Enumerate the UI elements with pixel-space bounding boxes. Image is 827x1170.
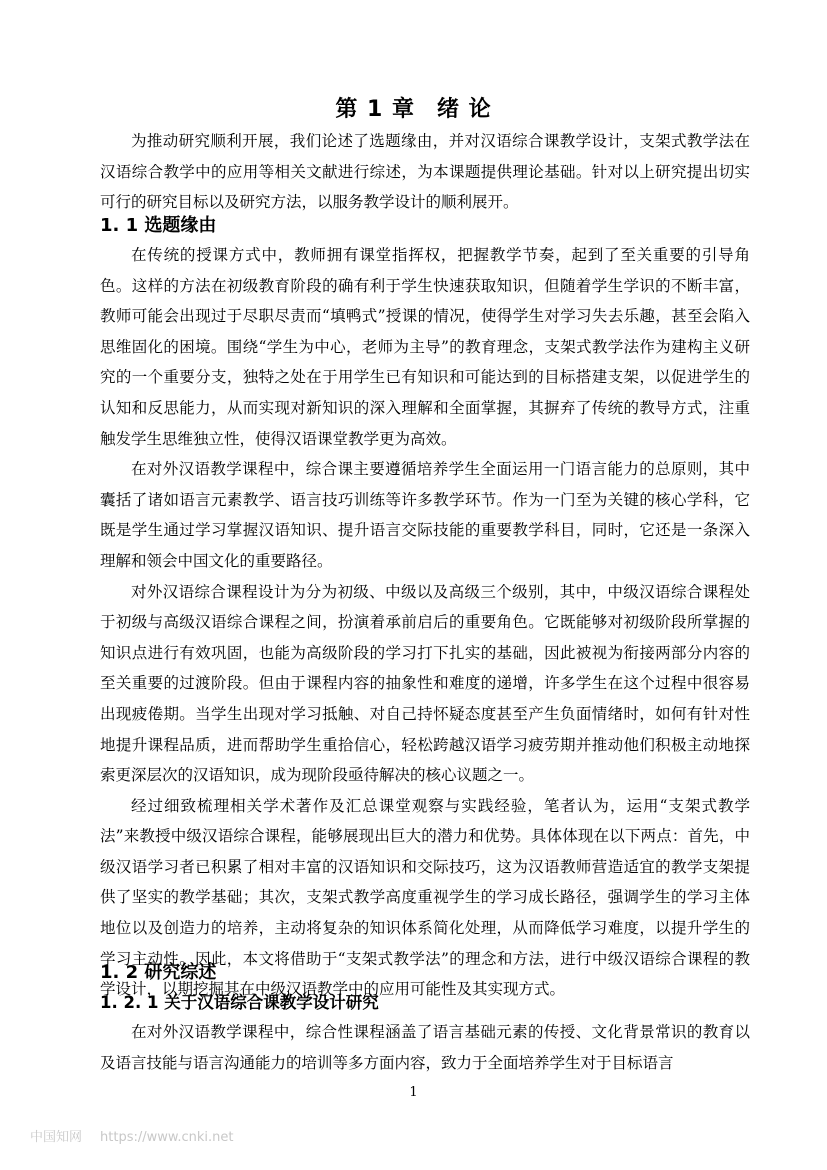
section-heading-1-2-1: 1. 2. 1 关于汉语综合课教学设计研究 — [100, 993, 379, 1012]
chapter-name: 绪 论 — [436, 97, 492, 122]
watermark-url: https://www.cnki.net — [100, 1130, 234, 1145]
page-number: 1 — [409, 1085, 418, 1100]
chapter-title — [0, 95, 827, 125]
section-1-1 — [100, 211, 750, 241]
chapter-number: 第 1 章 — [335, 97, 415, 122]
paragraph: 在对外汉语教学课程中，综合性课程涵盖了语言基础元素的传授、文化背景常识的教育以及语言技能与语言沟通能力的培训等多方面内容，致力于全面培养学生对于目标语言 — [100, 1023, 750, 1072]
paragraph: 在传统的授课方式中，教师拥有课堂指挥权，把握教学节奏，起到了至关重要的引导角色。这样的方法在初级教育阶段的确有利于学生快速获取知识，但随着学生学识的不断丰富，教师可能会出现过于尽职尽责而“填鸭式”授课的情况，使得学生对学习失去乐趣，甚至会陷入思维固化的困境。围绕“学生为中心，老师为主导”的教育理念，支架式教学法作为建构主义研究的一个重要分支，独特之处在于用学生已有知识和可能达到的目标搭建支架，以促进学生的认知和反思能力，从而实现对新知识的深入理解和全面掌握，其摒弃了传统的教导方式，注重触发学生思维独立性，使得汉语课堂教学更为高效。 — [100, 246, 750, 448]
paragraph: 对外汉语综合课程设计为分为初级、中级以及高级三个级别，其中，中级汉语综合课程处于初级与高级汉语综合课程之间，扮演着承前启后的重要角色。它既能够对初级阶段所掌握的知识点进行有效巩固，也能为高级阶段的学习打下扎实的基础，因此被视为衔接两部分内容的至关重要的过渡阶段。但由于课程内容的抽象性和难度的递增，许多学生在这个过程中很容易出现疲倦期。当学生出现对学习抵触、对自己持怀疑态度甚至产生负面情绪时，如何有针对性地提升课程品质，进而帮助学生重拾信心，轻松跨越汉语学习疲劳期并推动他们积极主动地探索更深层次的汉语知识，成为现阶段亟待解决的核心议题之一。 — [100, 582, 750, 785]
section-1-2-1 — [100, 988, 750, 1018]
section-heading-1-1: 1. 1 选题缘由 — [100, 215, 217, 236]
section-1-2 — [100, 958, 750, 988]
watermark-brand: 中国知网 — [30, 1130, 83, 1145]
intro-block — [100, 126, 750, 218]
section-1-2-1-body — [100, 1017, 750, 1078]
paragraph: 在对外汉语教学课程中，综合课主要遵循培养学生全面运用一门语言能力的总原则，其中囊括了诸如语言元素教学、语言技巧训练等许多教学环节。作为一门至为关键的核心学科，它既是学生通过学习掌握汉语知识、提升语言交际技能的重要教学科目，同时，它还是一条深入理解和领会中国文化的重要路径。 — [100, 460, 750, 570]
intro-paragraph: 为推动研究顺利开展，我们论述了选题缘由，并对汉语综合课教学设计，支架式教学法在汉语综合教学中的应用等相关文献进行综述，为本课题提供理论基础。针对以上研究提出切实可行的研究目标以及研究方法，以服务教学设计的顺利展开。 — [100, 132, 750, 212]
section-1-1-body — [100, 240, 750, 1005]
section-heading-1-2: 1. 2 研究综述 — [100, 962, 217, 983]
paragraph: 经过细致梳理相关学术著作及汇总课堂观察与实践经验，笔者认为，运用“支架式教学法”来教授中级汉语综合课程，能够展现出巨大的潜力和优势。具体体现在以下两点：首先，中级汉语学习者已积累了相对丰富的汉语知识和交际技巧，这为汉语教师营造适宜的教学支架提供了坚实的教学基础；其次，支架式教学高度重视学生的学习成长路径，强调学生的学习主体地位以及创造力的培养，主动将复杂的知识体系简化处理，从而降低学习难度，以提升学生的学习主动性。因此，本文将借助于“支架式教学法”的理念和方法，进行中级汉语综合课程的教学设计，以期挖掘其在中级汉语教学中的应用可能性及其实现方式。 — [100, 796, 750, 999]
watermark — [30, 1126, 233, 1145]
